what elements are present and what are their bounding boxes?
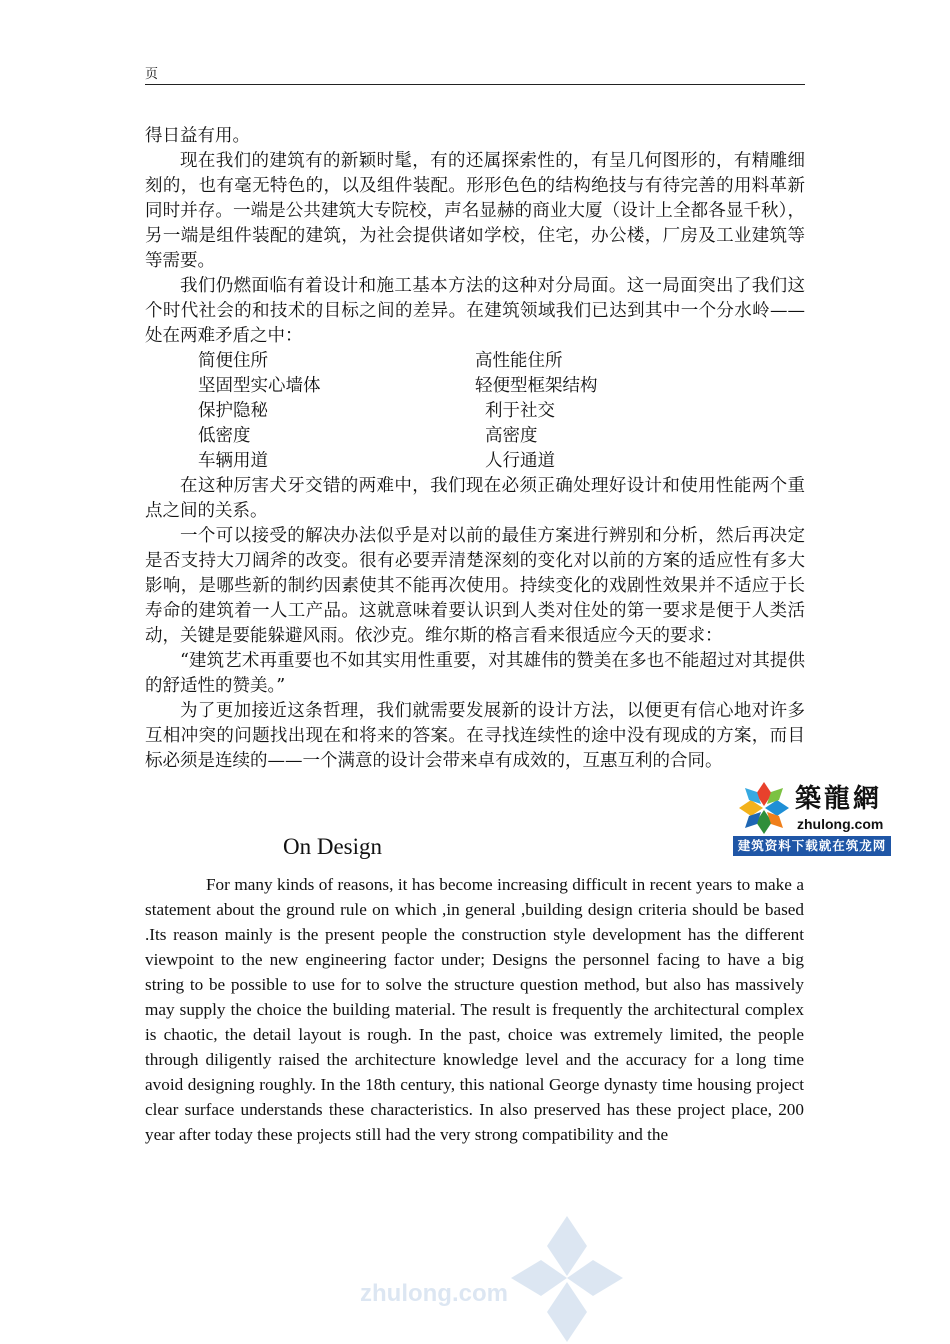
logo-slogan: 建筑资料下载就在筑龙网 bbox=[733, 836, 891, 856]
dilemma-left: 坚固型实心墙体 bbox=[198, 376, 321, 396]
dilemma-row bbox=[145, 424, 805, 449]
page-header bbox=[145, 66, 805, 85]
logo-url: zhulong.com bbox=[797, 816, 884, 832]
snowflake-logo-icon bbox=[735, 780, 793, 836]
dilemma-right: 人行通道 bbox=[485, 451, 555, 471]
section-title: On Design bbox=[283, 834, 383, 859]
watermark-text: zhulong.com bbox=[360, 1280, 508, 1307]
dilemma-row bbox=[145, 399, 805, 424]
dilemma-right: 高性能住所 bbox=[475, 351, 563, 371]
dilemma-right: 高密度 bbox=[485, 426, 538, 446]
zhulong-logo[interactable] bbox=[733, 778, 891, 858]
dilemma-right: 利于社交 bbox=[485, 401, 555, 421]
english-section bbox=[145, 872, 804, 1147]
cn-quote: “建筑艺术再重要也不如其实用性重要，对其雄伟的赞美在多也不能超过对其提供的舒适性的赞美。” bbox=[145, 651, 805, 696]
watermark bbox=[355, 1212, 655, 1344]
cn-paragraph-2: 我们仍燃面临有着设计和施工基本方法的这种对分局面。这一局面突出了我们这个时代社会的和技术的目标之间的差异。在建筑领域我们已达到其中一个分水岭——处在两难矛盾之中： bbox=[145, 276, 805, 346]
watermark-snowflake-icon bbox=[355, 1212, 655, 1344]
dilemma-left: 车辆用道 bbox=[198, 451, 268, 471]
cn-paragraph-1: 现在我们的建筑有的新颖时髦，有的还属探索性的，有呈几何图形的，有精雕细刻的，也有毫无特色的，以及组件装配。形形色色的结构绝技与有待完善的用料革新同时并存。一端是公共建筑大专院校，声名显赫的商业大厦（设计上全都各显千秋），另一端是组件装配的建筑，为社会提供诸如学校，住宅，办公楼，厂房及工业建筑等等需要。 bbox=[145, 151, 805, 271]
logo-title: 築龍網 bbox=[795, 784, 883, 814]
chinese-section bbox=[145, 124, 805, 774]
cn-paragraph-4: 一个可以接受的解决办法似乎是对以前的最佳方案进行辨别和分析，然后再决定是否支持大刀阔斧的改变。很有必要弄清楚深刻的变化对以前的方案的适应性有多大影响，是哪些新的制约因素使其不能再次使用。持续变化的戏剧性效果并不适应于长寿命的建筑着一人工产品。这就意味着要认识到人类对住处的第一要求是便于人类活动，关键是要能躲避风雨。依沙克。维尔斯的格言看来很适应今天的要求： bbox=[145, 526, 805, 646]
dilemma-row bbox=[145, 374, 805, 399]
dilemma-list bbox=[145, 349, 805, 474]
dilemma-left: 保护隐秘 bbox=[198, 401, 268, 421]
dilemma-right: 轻便型框架结构 bbox=[475, 376, 598, 396]
dilemma-row bbox=[145, 449, 805, 474]
dilemma-left: 简便住所 bbox=[198, 351, 268, 371]
cn-paragraph-0: 得日益有用。 bbox=[145, 126, 250, 146]
en-paragraph-1: For many kinds of reasons, it has become increasing difficult in recent years to make a statement about the ground rule on which ,in general ,building design criteria should be based .Its reason mainly is the present people the construction style development has the different viewpoint to the new engineering factor under; Designs the personnel facing to have a big string to be possible to use for to solve the structure question method, but also has massively may supply the choice the building material. The result is frequently the architectural complex is chaotic, the detail layout is rough. In the past, choice was extremely limited, the people through diligently raised the architecture knowledge level and the accuracy for a long time avoid designing roughly. In the 18th century, this national George dynasty time housing project clear surface understands these characteristics. In also preserved has these project place, 200 year after today these projects still had the very strong compatibility and the bbox=[145, 875, 804, 1144]
header-text: 页 bbox=[145, 67, 159, 82]
dilemma-left: 低密度 bbox=[198, 426, 251, 446]
cn-paragraph-6: 为了更加接近这条哲理，我们就需要发展新的设计方法，以便更有信心地对许多互相冲突的问题找出现在和将来的答案。在寻找连续性的途中没有现成的方案，而目标必须是连续的——一个满意的设计会带来卓有成效的，互惠互利的合同。 bbox=[145, 701, 805, 771]
cn-paragraph-3: 在这种厉害犬牙交错的两难中，我们现在必须正确处理好设计和使用性能两个重点之间的关系。 bbox=[145, 476, 805, 521]
dilemma-row bbox=[145, 349, 805, 374]
